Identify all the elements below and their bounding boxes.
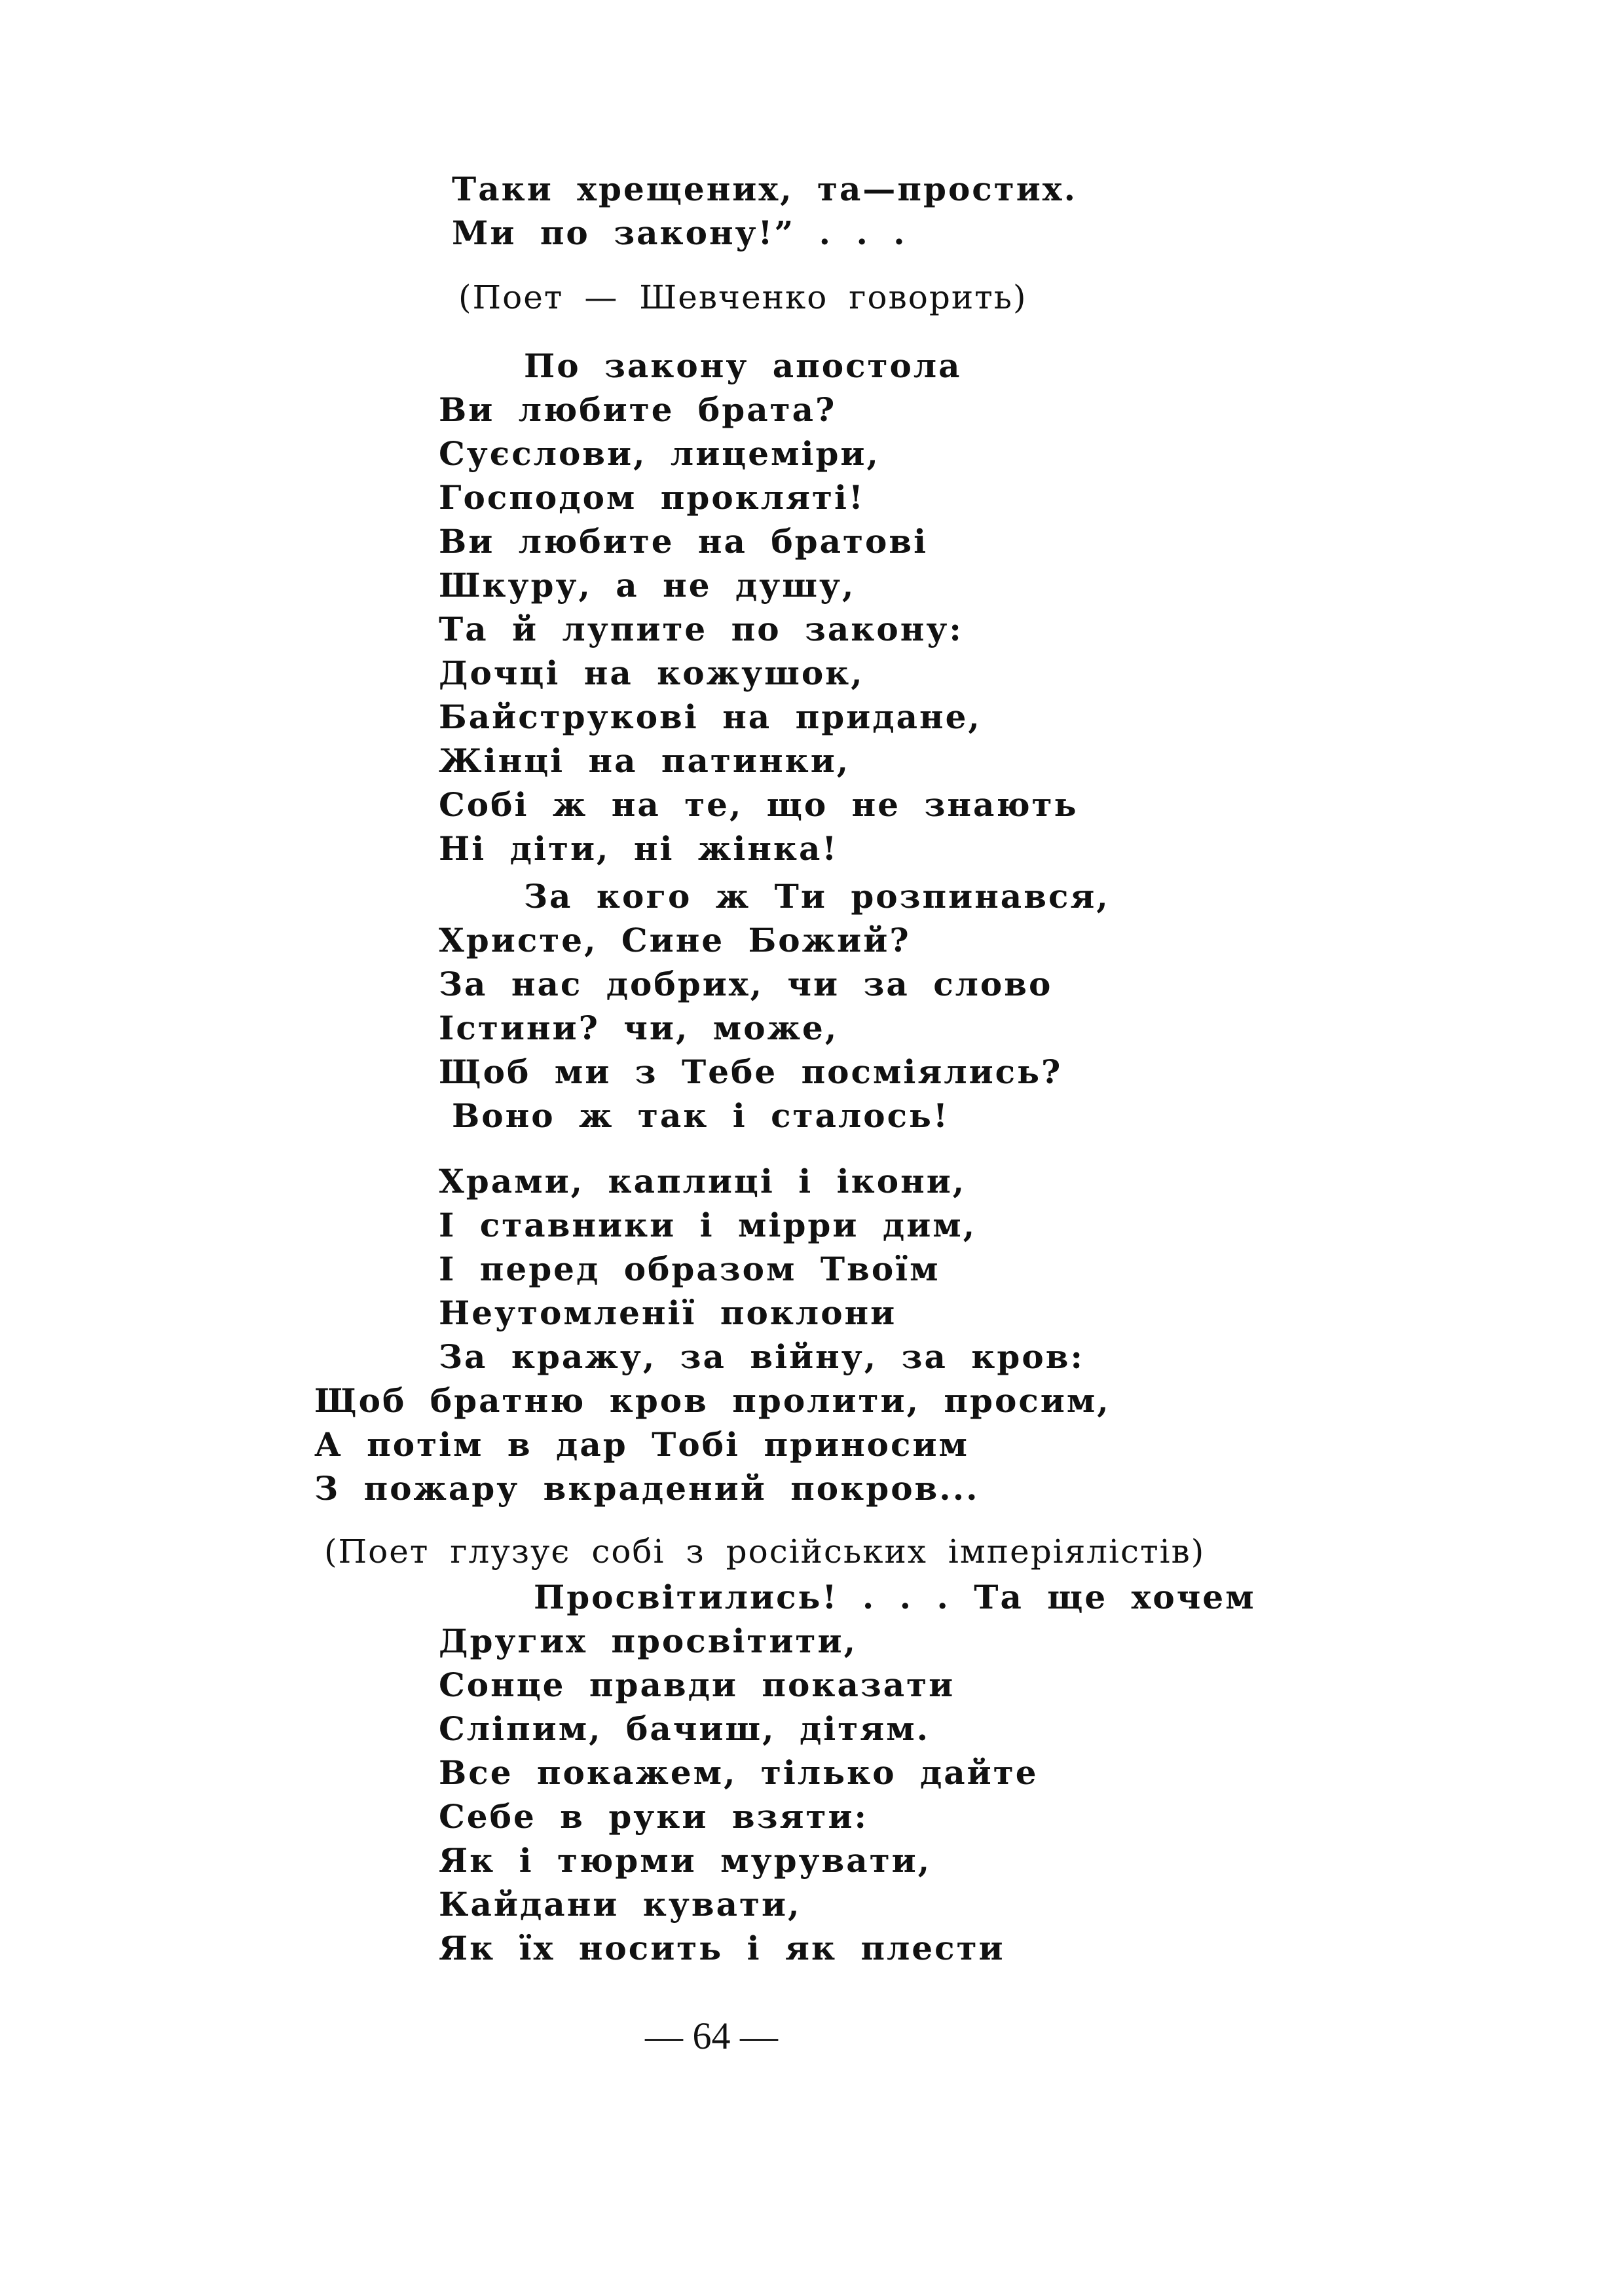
verse-line: Шкуру, а не душу, (439, 566, 856, 605)
verse-line: Та й лупите по закону: (439, 610, 963, 648)
editorial-note-1: (Поет — Шевченко говорить) (458, 278, 1027, 316)
verse-line: За нас добрих, чи за слово (439, 965, 1053, 1003)
page-number: — 64 — (645, 2015, 778, 2057)
verse-line: Ні діти, ні жінка! (439, 829, 839, 868)
verse-line: Байструкові на придане, (439, 698, 982, 736)
verse-line: Кайдани кувати, (439, 1885, 802, 1924)
verse-line: Воно ж так і сталось! (452, 1096, 950, 1135)
verse-line: Суєслови, лицеміри, (439, 434, 880, 473)
stanza-4 (439, 1159, 1084, 1379)
verse-line: Собі ж на те, що не знають (439, 785, 1079, 824)
verse-line: І ставники і мірри дим, (439, 1206, 977, 1244)
verse-line: Ви любите на братові (439, 522, 929, 561)
verse-line: Господом прокляті! (439, 478, 865, 517)
verse-line: Як їх носить і як плести (439, 1929, 1005, 1967)
verse-line: Все покажем, тілько дайте (439, 1753, 1039, 1792)
verse-line: З пожару вкрадений покров... (314, 1469, 980, 1508)
verse-line: Істини? чи, може, (439, 1009, 839, 1047)
verse-line: Ми по закону!” . . . (452, 214, 907, 252)
verse-line: Сліпим, бачиш, дітям. (439, 1709, 931, 1748)
verse-line: А потім в дар Тобі приносим (314, 1425, 969, 1464)
verse-line: За кражу, за війну, за кров: (439, 1337, 1084, 1376)
verse-line: Христе, Сине Божий? (439, 921, 911, 959)
verse-line: Просвітились! . . . Та ще хочем (534, 1578, 1256, 1616)
verse-line: Як і тюрми мурувати, (439, 1841, 932, 1880)
verse-line: Других просвітити, (439, 1622, 857, 1660)
verse-line: Таки хрещених, та—простих. (452, 170, 1078, 208)
stanza-3 (439, 874, 1110, 1138)
verse-line: Себе в руки взяти: (439, 1797, 869, 1836)
verse-line: За кого ж Ти розпинався, (524, 877, 1110, 916)
verse-line: Дочці на кожушок, (439, 654, 864, 692)
verse-line: І перед образом Твоїм (439, 1250, 940, 1288)
verse-line: Сонце правди показати (439, 1666, 955, 1704)
stanza-5 (439, 1575, 1256, 1970)
stanza-1 (452, 167, 1077, 255)
verse-line: Жінці на патинки, (439, 741, 851, 780)
stanza-4-continued (314, 1379, 1111, 1510)
verse-line: Неутомленії поклони (439, 1293, 897, 1332)
stanza-2 (439, 344, 1079, 870)
verse-line: Ви любите брата? (439, 390, 837, 429)
verse-line: Храми, каплиці і ікони, (439, 1162, 967, 1200)
verse-line: Щоб братню кров пролити, просим, (314, 1381, 1111, 1420)
editorial-note-2: (Поет глузує собі з російських імперіялістів) (324, 1533, 1206, 1571)
verse-line: Щоб ми з Тебе посміялись? (439, 1052, 1063, 1091)
verse-line: По закону апостола (524, 346, 962, 385)
